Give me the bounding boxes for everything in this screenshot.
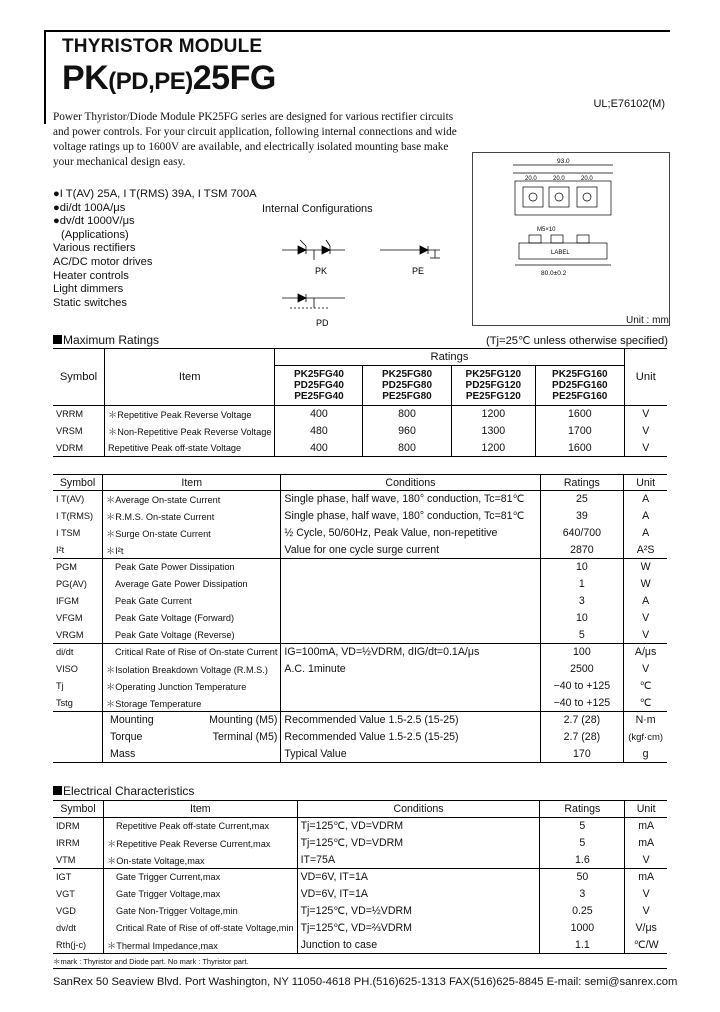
feature-item: ●di/dt 100A/μs [53,201,126,214]
dimension-drawing [473,153,667,313]
feature-item: ●I T(AV) 25A, I T(RMS) 39A, I TSM 700A [53,188,257,200]
table-row: VRSM ＊Non-Repetitive Peak Reverse Voltage 480 960 1300 1700 V [53,423,667,440]
col-conditions: Conditions [297,801,540,818]
table-row: dv/dt Critical Rate of Rise of off-state Voltage,min Tj=125℃, VD=⅔VDRM 1000 V/μs [53,920,667,937]
dim-bottom: 80.0±0.2 [541,270,567,277]
dim-m5: M5×10 [537,227,556,233]
table-row: I²t ＊I²t Value for one cycle surge current 2870 A²S [53,542,667,559]
dim-sub3: 20.0 [581,176,593,182]
table-row: IFGM Peak Gate Current 3 A [53,593,667,610]
pk-circuit-icon [282,240,345,260]
pe-circuit-icon [380,246,440,258]
pd-label: PD [316,318,329,328]
table-row: Mass Typical Value 170 g [53,746,667,763]
table-row: VTM ＊On-state Voltage,max IT=75A 1.6 V [53,852,667,869]
col-item: Item [104,801,298,818]
table-row: VRGM Peak Gate Voltage (Reverse) 5 V [53,627,667,644]
col-symbol: Symbol [60,803,96,815]
col-unit: Unit [624,475,667,491]
table-row: I T(RMS) ＊R.M.S. On-state Current Single phase, half wave, 180° conduction, Tc=81℃ 39 A [53,508,667,525]
col-item: Item [103,475,281,491]
table-row: VGT Gate Trigger Voltage,max VD=6V, IT=1A 3 V [53,886,667,903]
table-row: I TSM ＊Surge On-state Current ½ Cycle, 50/60Hz, Peak Value, non-repetitive 640/700 A [53,525,667,542]
feature-item: ●dv/dt 1000V/μs [53,215,135,228]
col-unit: Unit [624,349,667,406]
model-col-3: PK25FG120 PD25FG120 PE25FG120 [451,366,536,406]
doc-title: THYRISTOR MODULE [62,36,263,57]
feature-item: Static switches [53,296,127,309]
max-ratings-condition: (Tj=25℃ unless otherwise specified) [485,335,668,347]
pk-label: PK [315,266,328,276]
feature-item: Light dimmers [53,283,124,296]
model-col-1: PK25FG40 PD25FG40 PE25FG40 [275,366,363,406]
intro-text: Power Thyristor/Diode Module PK25FG series are designed for various rectifier circuits and power controls. For your circuit application, following internal connections and wide voltage ratings up to 1600V are available, and electrically isolated mounting base make your mechanical design easy. [53,111,457,168]
table-row: Mounting Mounting (M5) Recommended Value 1.5-2.5 (15-25) 2.7 (28) N·m [53,712,667,729]
ratings-table [53,474,667,763]
col-symbol: Symbol [59,371,98,383]
footer-rule [53,968,667,969]
table-row: di/dt Critical Rate of Rise of On-state Current IG=100mA, VD=½VDRM, dIG/dt=0.1A/μs 100 A/μs [53,644,667,661]
model-col-2: PK25FG80 PD25FG80 PE25FG80 [363,366,451,406]
circuit-diagrams [270,230,470,330]
part-number [62,58,276,102]
pd-circuit-icon [282,294,345,308]
model-col-4: PK25FG160 PD25FG160 PE25FG160 [536,366,624,406]
table-row: IRRM ＊Repetitive Peak Reverse Current,max Tj=125℃, VD=VDRM 5 mA [53,835,667,852]
electrical-table [53,800,667,954]
table-row: Rth(j-c) ＊Thermal Impedance,max Junction to case 1.1 ℃/W [53,937,667,954]
ul-label: UL;E76102(M) [593,98,665,110]
electrical-heading: Electrical Characteristics [53,784,194,798]
table-row: Torque Terminal (M5) Recommended Value 1.5-2.5 (15-25) 2.7 (28) (kgf·cm) [53,729,667,746]
pe-label: PE [412,266,425,276]
table-row: VISO ＊Isolation Breakdown Voltage (R.M.S.) A.C. 1minute 2500 V [53,661,667,678]
dim-sub1: 20.0 [525,176,537,182]
col-conditions: Conditions [281,475,540,491]
table-row: PG(AV) Average Gate Power Dissipation 1 W [53,576,667,593]
table-row: VFGM Peak Gate Voltage (Forward) 10 V [53,610,667,627]
table-row: IDRM Repetitive Peak off-state Current,max Tj=125℃, VD=VDRM 5 mA [53,818,667,835]
table-row: VGD Gate Non-Trigger Voltage,min Tj=125℃, VD=½VDRM 0.25 V [53,903,667,920]
table-row: I T(AV) ＊Average On-state Current Single phase, half wave, 180° conduction, Tc=81℃ 25 A [53,491,667,508]
part-suffix: 25FG [192,59,276,97]
dim-main: 93.0 [557,158,570,165]
table-row: IGT Gate Trigger Current,max VD=6V, IT=1A 50 mA [53,869,667,886]
col-symbol: Symbol [59,476,96,489]
table-row: Tstg ＊Storage Temperature −40 to +125 ℃ [53,695,667,712]
part-paren: (PD,PE) [108,68,193,95]
col-ratings: Ratings [275,349,624,366]
feature-item: (Applications) [61,228,129,241]
col-ratings: Ratings [540,801,625,818]
internal-config-label: Internal Configurations [262,203,373,215]
table-row: Tj ＊Operating Junction Temperature −40 to +125 ℃ [53,678,667,695]
feature-item: AC/DC motor drives [53,255,153,268]
feature-list [53,188,257,310]
footer-contact: SanRex 50 Seaview Blvd. Port Washington, NY 11050-4618 PH.(516)625-1313 FAX(516)625-8845 E-mail: semi@sanrex.com [53,976,678,988]
col-unit: Unit [625,801,667,818]
dim-label: LABEL [551,250,570,256]
col-item: Item [105,349,275,406]
table-row: VDRM Repetitive Peak off-state Voltage 400 800 1200 1600 V [53,440,667,457]
max-ratings-table [53,348,667,457]
part-main: PK [62,59,109,97]
footnote: ＊mark : Thyristor and Diode part. No mark : Thyristor part. [53,957,249,966]
feature-item: Heater controls [53,269,129,282]
feature-item: Various rectifiers [53,242,136,255]
table-row: VRRM ＊Repetitive Peak Reverse Voltage 400 800 1200 1600 V [53,406,667,423]
dim-sub2: 20.0 [553,176,565,182]
unit-label: Unit : mm [626,315,669,326]
table-row: PGM Peak Gate Power Dissipation 10 W [53,559,667,576]
col-ratings: Ratings [540,475,624,491]
max-ratings-heading: Maximum Ratings [53,333,159,347]
